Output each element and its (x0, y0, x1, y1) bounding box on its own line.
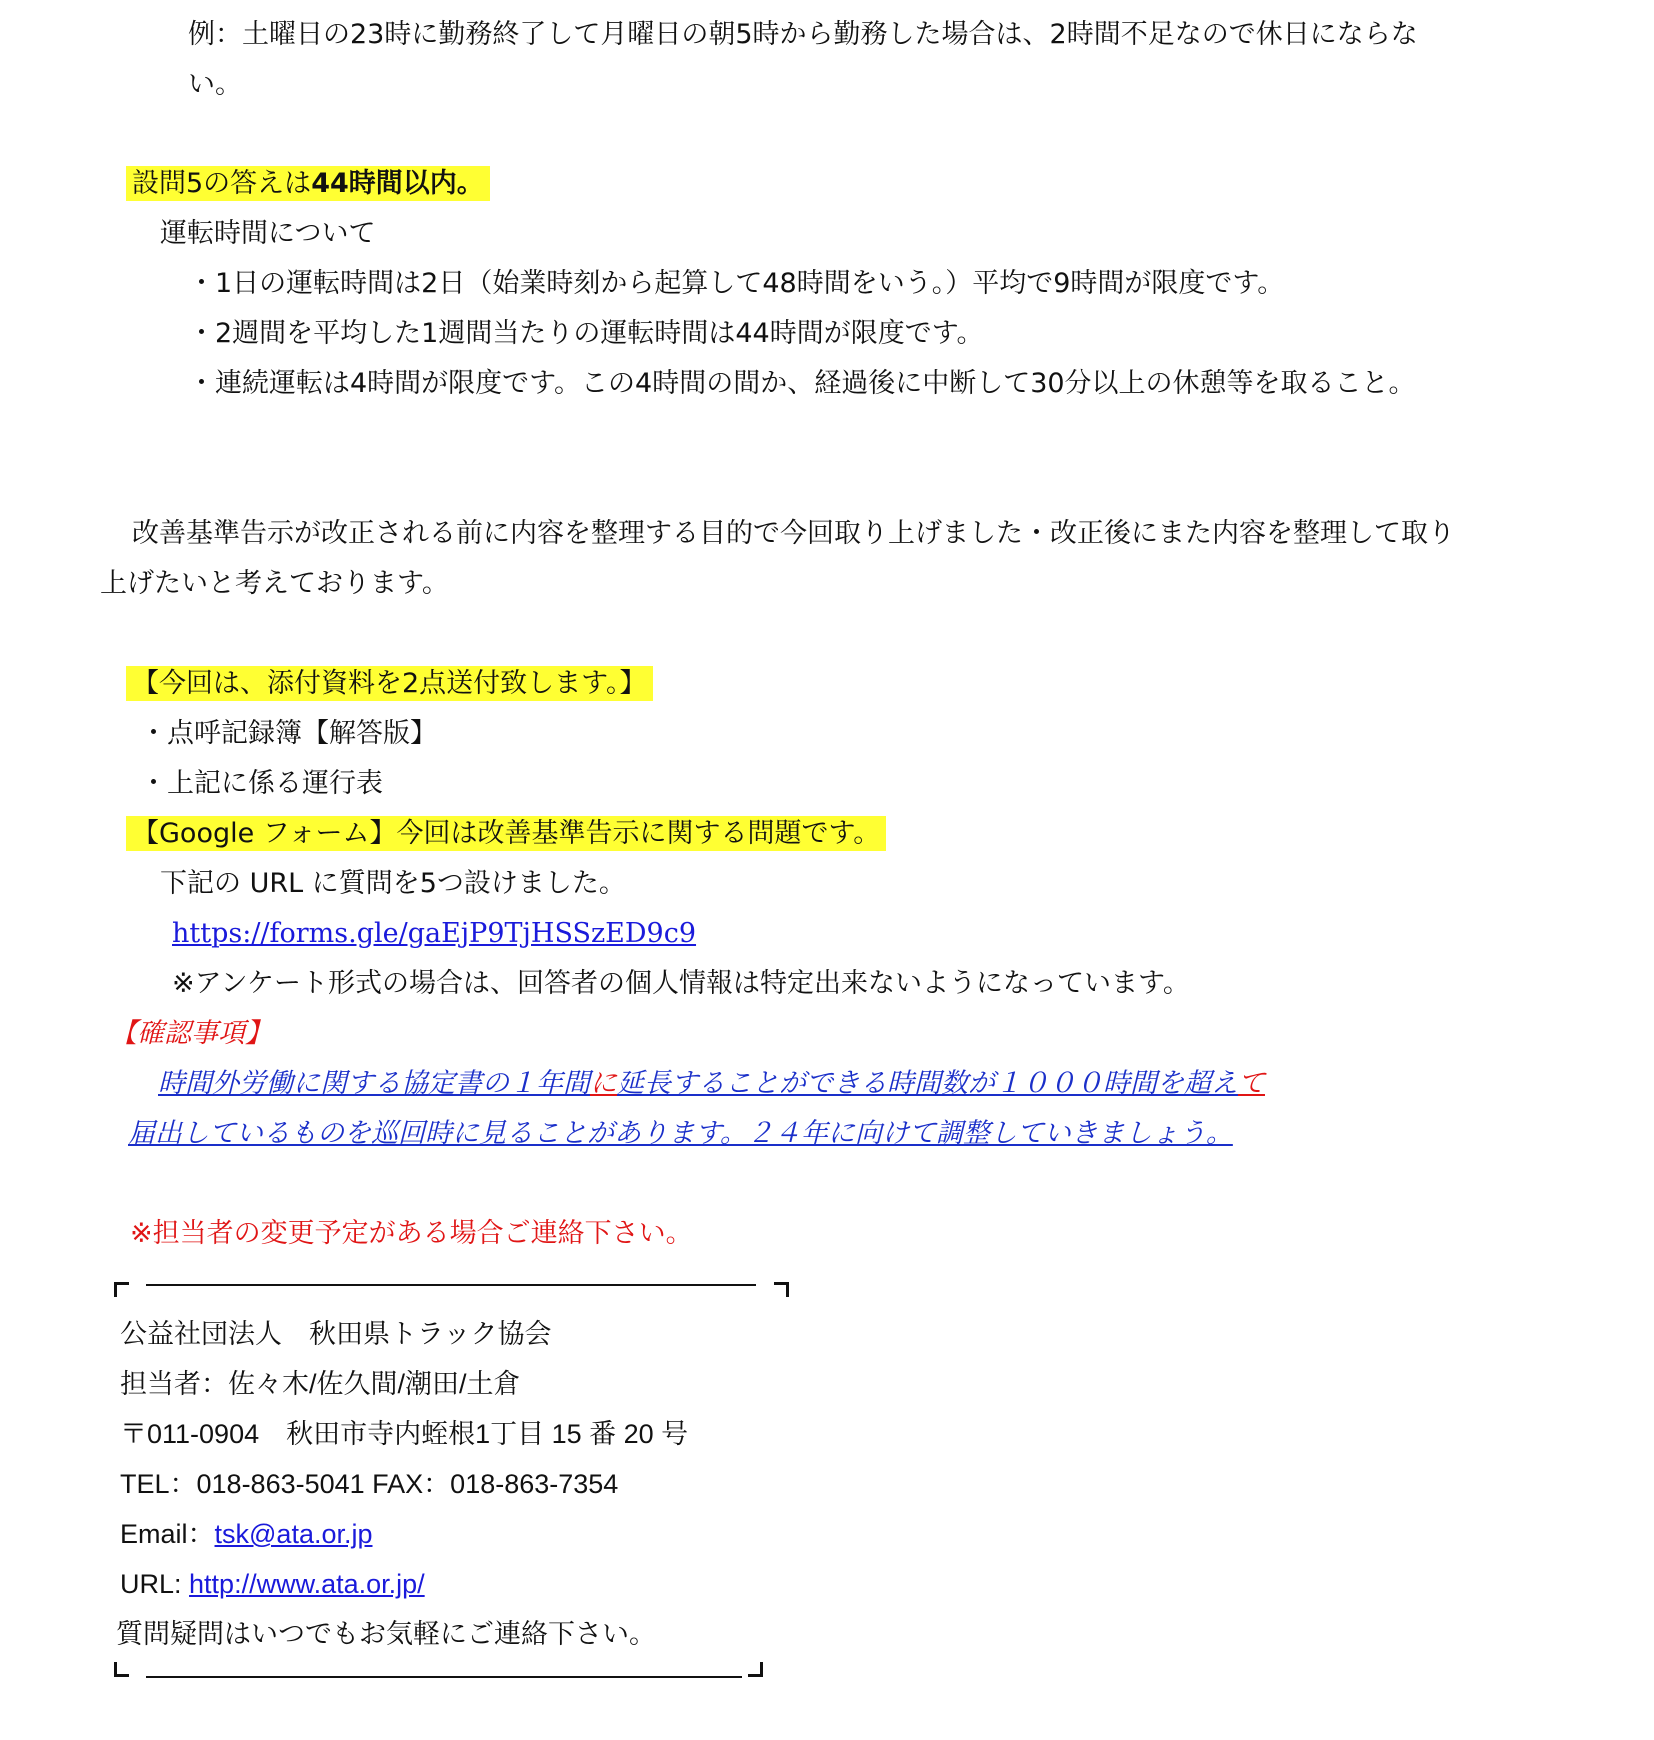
example-line-2: い。 (188, 69, 242, 100)
q5-bullet-3: ・連続運転は4時間が限度です。この4時間の間か、経過後に中断して30分以上の休憩等を取ること。 (188, 368, 1416, 399)
attachment-item-1: ・点呼記録簿【解答版】 (140, 718, 437, 749)
intro-line-1: 改善基準告示が改正される前に内容を整理する目的で今回取り上げました・改正後にまた内容を整理して取り (132, 518, 1455, 549)
confirm-line-1-part-c: 延長することができる時間数が１０００時間を超え (617, 1068, 1238, 1099)
confirm-line-1 (158, 1066, 1265, 1102)
google-form-heading (126, 816, 886, 852)
example-line-1: 例：土曜日の23時に勤務終了して月曜日の朝5時から勤務した場合は、2時間不足なので休日にならな (188, 19, 1418, 50)
contact-staff: 担当者：佐々木/佐久間/潮田/土倉 (120, 1369, 521, 1399)
frame-corner-bottom-left (114, 1662, 129, 1677)
contact-tel-fax: TEL：018-863-5041 FAX：018-863-7354 (120, 1469, 619, 1499)
frame-top-rule (146, 1284, 756, 1286)
confirm-line-1-part-b: に (590, 1068, 617, 1099)
contact-address: 〒011-0904 秋田市寺内蛭根1丁目 15 番 20 号 (120, 1419, 689, 1449)
google-form-url-link[interactable]: https://forms.gle/gaEjP9TjHSSzED9c9 (172, 918, 697, 949)
contact-url-line (120, 1566, 425, 1602)
staff-change-notice: ※担当者の変更予定がある場合ご連絡下さい。 (130, 1218, 693, 1249)
q5-answer-highlight (126, 166, 490, 201)
q5-heading: 運転時間について (160, 218, 376, 249)
contact-email-link[interactable]: tsk@ata.or.jp (214, 1519, 373, 1549)
contact-url-link[interactable]: http://www.ata.or.jp/ (189, 1569, 425, 1599)
attachment-item-2: ・上記に係る運行表 (140, 768, 383, 799)
frame-corner-bottom-right (748, 1662, 763, 1677)
frame-bottom-rule (146, 1676, 742, 1678)
frame-corner-top-right (774, 1282, 789, 1297)
contact-email-line (120, 1516, 373, 1552)
google-form-desc: 下記の URL に質問を5つ設けました。 (160, 868, 626, 899)
q5-bullet-1: ・1日の運転時間は2日（始業時刻から起算して48時間をいう。）平均で9時間が限度です。 (188, 268, 1285, 299)
contact-email-label: Email： (120, 1519, 215, 1549)
q5-answer-value: 44時間以内。 (311, 168, 484, 199)
q5-answer-prefix: 設問5の答えは (132, 168, 312, 199)
contact-url-label: URL: (120, 1569, 190, 1599)
contact-footer: 質問疑問はいつでもお気軽にご連絡下さい。 (116, 1619, 656, 1649)
confirm-line-1-part-a: 時間外労働に関する協定書の１年間 (158, 1068, 590, 1099)
q5-answer (126, 166, 490, 202)
frame-corner-top-left (114, 1282, 129, 1297)
google-form-heading-highlight: 【Google フォーム】今回は改善基準告示に関する問題です。 (126, 816, 886, 851)
q5-bullet-2: ・2週間を平均した1週間当たりの運転時間は44時間が限度です。 (188, 318, 984, 349)
confirm-line-2: 届出しているものを巡回時に見ることがあります。２４年に向けて調整していきましょう。 (128, 1118, 1233, 1149)
confirm-line-1-part-d: て (1238, 1068, 1265, 1099)
attachments-heading (126, 666, 653, 702)
attachments-heading-highlight: 【今回は、添付資料を2点送付致します。】 (126, 666, 653, 701)
contact-org: 公益社団法人 秋田県トラック協会 (120, 1319, 552, 1349)
google-form-note: ※アンケート形式の場合は、回答者の個人情報は特定出来ないようになっています。 (172, 968, 1190, 999)
google-form-url-line (172, 916, 696, 952)
confirm-heading: 【確認事項】 (110, 1018, 272, 1049)
intro-line-2: 上げたいと考えております。 (100, 568, 449, 599)
